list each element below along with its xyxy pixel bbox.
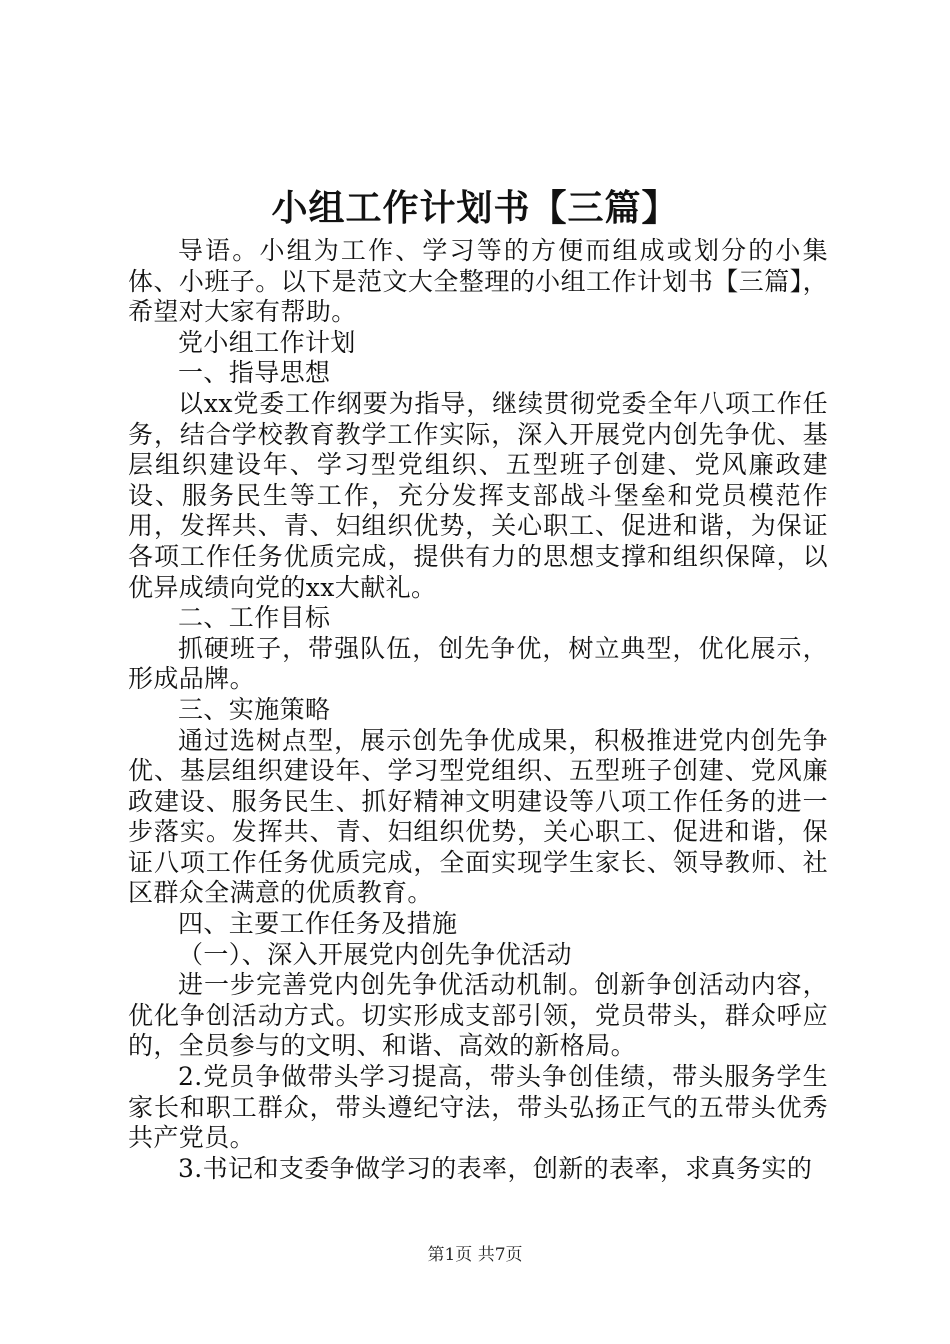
document-body	[128, 236, 828, 1184]
section-heading-tasks: 四、主要工作任务及措施	[178, 909, 458, 939]
document-title: 小组工作计划书【三篇】	[271, 187, 679, 229]
subsection-heading-1: （一）、深入开展党内创先争优活动	[178, 939, 572, 969]
paragraph-task-1: 进一步完善党内创先争优活动机制。创新争创活动内容，优化争创活动方式。切实形成支部引领，党员带头，群众呼应的，全员参与的文明、和谐、高效的新格局。	[128, 970, 828, 1061]
page-footer: 第1页 共7页	[427, 1245, 523, 1265]
paragraph-intro: 导语。小组为工作、学习等的方便而组成或划分的小集体、小班子。以下是范文大全整理的小组工作计划书【三篇】，希望对大家有帮助。	[128, 236, 828, 327]
section-heading-strategy: 三、实施策略	[178, 694, 331, 724]
paragraph-task-2: 2.党员争做带头学习提高，带头争创佳绩，带头服务学生家长和职工群众，带头遵纪守法，带头弘扬正气的五带头优秀共产党员。	[128, 1062, 828, 1153]
section-heading-guiding-thought: 一、指导思想	[178, 358, 331, 388]
paragraph-heading-plan: 党小组工作计划	[178, 327, 356, 357]
paragraph-task-3: 3.书记和支委争做学习的表率，创新的表率，求真务实的	[178, 1153, 813, 1183]
section-heading-goals: 二、工作目标	[178, 603, 331, 633]
paragraph-strategy: 通过选树点型，展示创先争优成果，积极推进党内创先争优、基层组织建设年、学习型党组织、五型班子创建、党风廉政建设、服务民生、抓好精神文明建设等八项工作任务的进一步落实。发挥共、青、妇组织优势，关心职工、促进和谐，保证八项工作任务优质完成，全面实现学生家长、领导教师、社区群众全满意的优质教育。	[128, 725, 828, 908]
paragraph-guiding-thought: 以xx党委工作纲要为指导，继续贯彻党委全年八项工作任务，结合学校教育教学工作实际，深入开展党内创先争优、基层组织建设年、学习型党组织、五型班子创建、党风廉政建设、服务民生等工作，充分发挥支部战斗堡垒和党员模范作用，发挥共、青、妇组织优势，关心职工、促进和谐，为保证各项工作任务优质完成，提供有力的思想支撑和组织保障，以优异成绩向党的xx大献礼。	[128, 388, 828, 602]
paragraph-goals: 抓硬班子，带强队伍，创先争优，树立典型，优化展示，形成品牌。	[128, 633, 828, 694]
